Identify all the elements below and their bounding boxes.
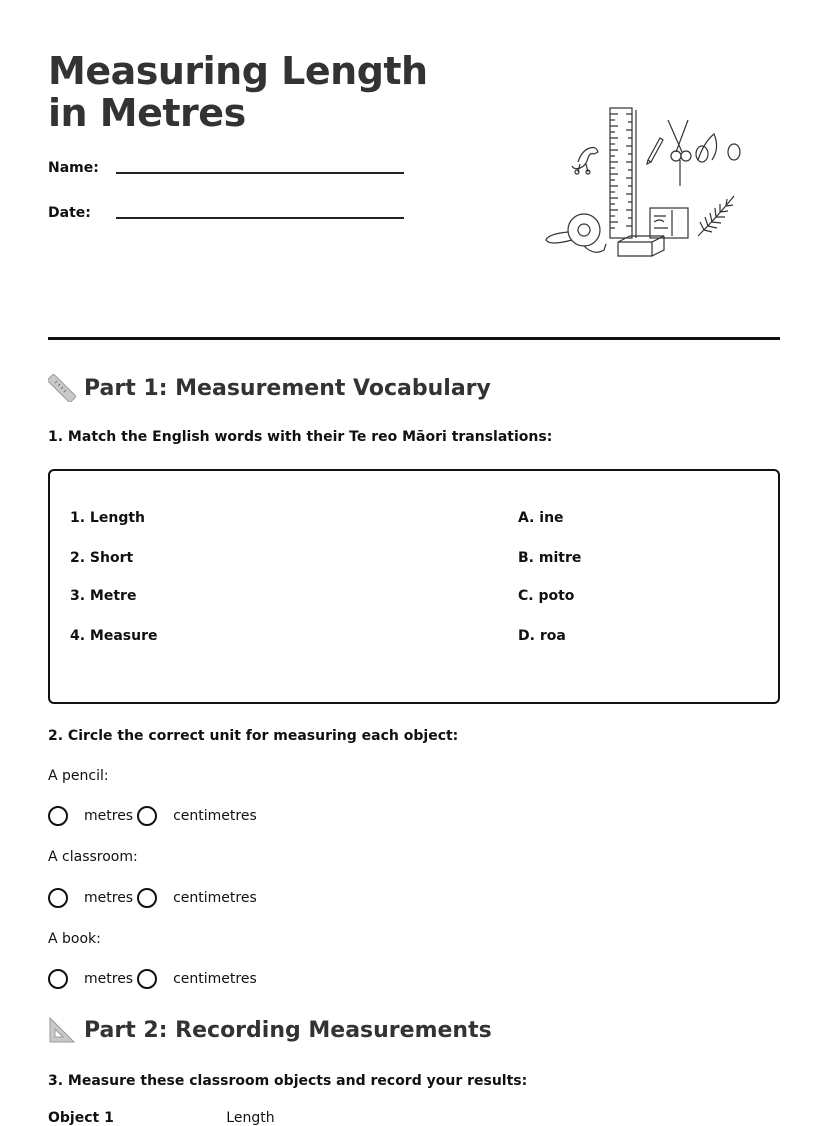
date-line[interactable] [116,217,404,219]
english-word-2[interactable]: 2. Short [70,550,134,566]
english-word-1[interactable]: 1. Length [70,510,145,526]
date-field [48,205,91,221]
option-centimetres-label: centimetres [173,808,257,824]
measuring-tools-illustration [540,100,750,270]
scissors-drawing-2 [696,134,740,162]
date-label: Date: [48,205,91,221]
maori-word-b[interactable]: B. mitre [518,550,582,566]
part1-heading [48,374,491,402]
object-label-pencil: A pencil: [48,768,109,784]
scissors-drawing [668,120,691,186]
part2-heading-text: Part 2: Recording Measurements [84,1017,492,1043]
question-2: 2. Circle the correct unit for measuring each object: [48,728,459,744]
radio-metres[interactable] [48,969,68,989]
maori-word-c[interactable]: C. poto [518,588,575,604]
part1-heading-text: Part 1: Measurement Vocabulary [84,375,491,401]
card-drawing [650,208,688,238]
object-label-book: A book: [48,931,101,947]
tape-measure-drawing [546,214,606,252]
option-centimetres-label: centimetres [173,971,257,987]
unit-options-book [48,969,261,989]
radio-centimetres[interactable] [137,806,157,826]
pencil-drawing [647,138,663,164]
name-label: Name: [48,160,99,176]
ruler-drawing [610,108,636,238]
question-3: 3. Measure these classroom objects and record your results: [48,1073,528,1089]
english-word-3[interactable]: 3. Metre [70,588,137,604]
option-metres-label: metres [84,808,134,824]
ruler-icon [48,374,76,402]
length-column-label: Length [226,1110,275,1126]
maori-word-a[interactable]: A. ine [518,510,564,526]
option-metres-label: metres [84,890,134,906]
option-centimetres-label: centimetres [173,890,257,906]
question-1: 1. Match the English words with their Te reo Māori translations: [48,429,553,445]
radio-centimetres[interactable] [137,969,157,989]
name-line[interactable] [116,172,404,174]
fern-drawing [698,196,734,236]
bird-icon [572,148,598,175]
eraser-drawing [618,236,664,256]
object-1-label: Object 1 [48,1110,114,1126]
option-metres-label: metres [84,971,134,987]
maori-word-d[interactable]: D. roa [518,628,566,644]
radio-centimetres[interactable] [137,888,157,908]
page-title: Measuring Length in Metres [48,49,428,135]
object-label-classroom: A classroom: [48,849,138,865]
matching-box [48,469,780,704]
unit-options-pencil [48,806,261,826]
partial-table-row [48,1110,275,1126]
section-divider [48,337,780,340]
part2-heading [48,1016,492,1044]
english-word-4[interactable]: 4. Measure [70,628,158,644]
name-field [48,160,99,176]
unit-options-classroom [48,888,261,908]
set-square-icon [48,1016,76,1044]
radio-metres[interactable] [48,806,68,826]
radio-metres[interactable] [48,888,68,908]
